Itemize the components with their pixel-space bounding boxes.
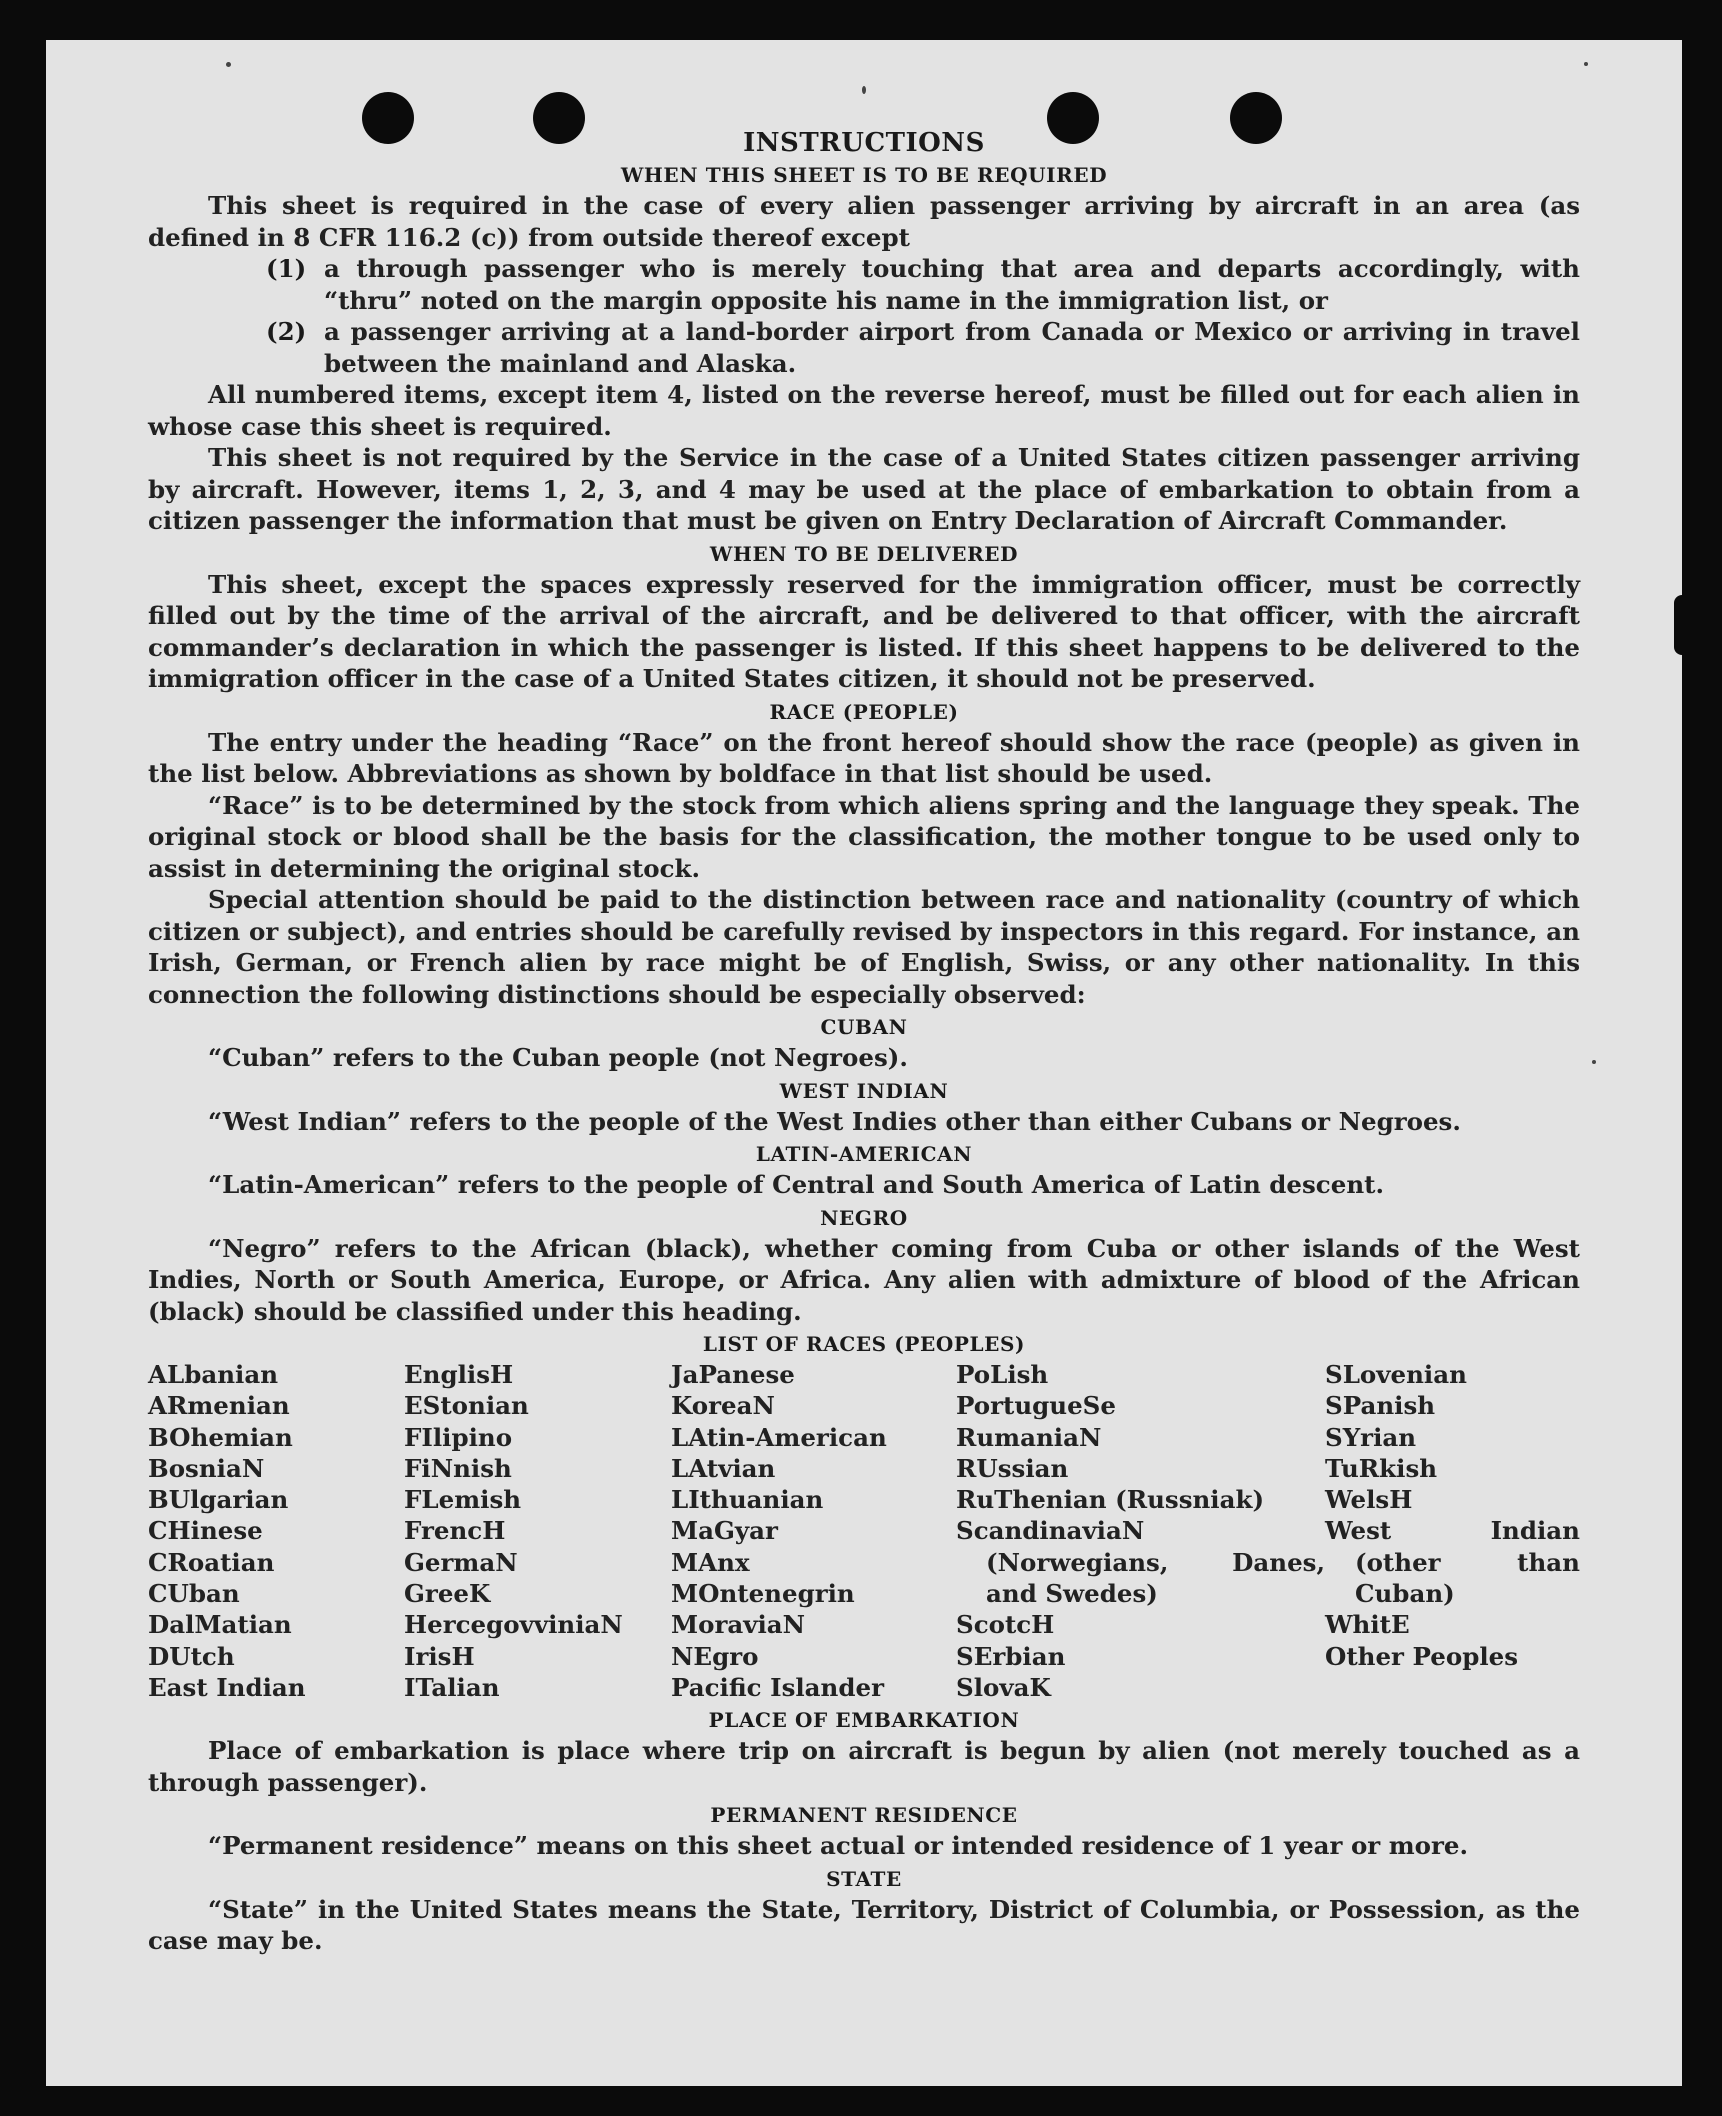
race-entry: TuRkish <box>1325 1453 1438 1483</box>
race-entry: FiNnish <box>404 1453 512 1483</box>
race-entry: ALbanian <box>148 1360 279 1389</box>
numbered-item <box>266 316 1580 379</box>
race-column <box>148 1359 404 1703</box>
paragraph: “State” in the United States means the State, Territory, District of Columbia, or Possession, as the case may be. <box>148 1894 1580 1956</box>
paragraph: This sheet is required in the case of every alien passenger arriving by aircraft in an area (as defined in 8 CFR 116.2 (c)) from outside thereof except <box>148 191 1580 252</box>
race-entry: FrencH <box>404 1516 506 1546</box>
item-number: (1) <box>266 254 307 283</box>
race-entry: WhitE <box>1325 1610 1410 1640</box>
race-entry: ScandinaviaN (Norwegians, Danes, and Swedes) <box>956 1516 1325 1609</box>
race-entry: KoreaN <box>671 1391 775 1421</box>
section-heading: STATE <box>826 1866 902 1891</box>
paragraph: The entry under the heading “Race” on the front hereof should show the race (people) as given in the list below. Abbreviations as shown by boldface in that list should be used. <box>148 727 1580 788</box>
race-entry: LAtvian <box>671 1453 776 1483</box>
section-heading: WHEN THIS SHEET IS TO BE REQUIRED <box>620 163 1108 187</box>
paragraph: “Race” is to be determined by the stock from which aliens spring and the language they speak. The original stock or blood shall be the basis for the classification, the mother tongue to be used only to assist in determining the original stock. <box>148 790 1580 883</box>
race-entry: NEgro <box>671 1641 759 1671</box>
paragraph: “Permanent residence” means on this sheet actual or intended residence of 1 year or more. <box>208 1831 1469 1861</box>
section-heading: PERMANENT RESIDENCE <box>710 1803 1018 1828</box>
paragraph: Place of embarkation is place where trip on aircraft is begun by alien (not merely touched as a through passenger). <box>148 1736 1580 1797</box>
race-entry: MAnx <box>671 1547 750 1577</box>
edge-shadow <box>1674 595 1688 655</box>
race-entry: CHinese <box>148 1516 263 1546</box>
instructions-content <box>148 128 1580 1957</box>
section-heading: CUBAN <box>820 1015 908 1039</box>
section-heading: NEGRO <box>820 1205 908 1230</box>
paragraph: Special attention should be paid to the distinction between race and nationality (country of which citizen or subject), and entries should be carefully revised by inspectors in this regard. For instance, an Irish, German, or French alien by race might be of English, Swiss, or any other nationality. In this connection the following distinctions should be especially observed: <box>148 885 1580 1009</box>
race-entry: Other Peoples <box>1325 1641 1519 1671</box>
item-number: (2) <box>266 317 307 346</box>
paragraph: “Negro” refers to the African (black), whether coming from Cuba or other islands of the West Indies, North or South America, Europe, or Africa. Any alien with admixture of blood of the African (black) should be classified under this heading. <box>148 1233 1580 1326</box>
race-entry: JaPanese <box>671 1360 795 1389</box>
race-entry: DalMatian <box>148 1610 292 1640</box>
race-entry: PoLish <box>956 1360 1049 1389</box>
race-column <box>404 1359 671 1703</box>
paragraph: “Latin-American” refers to the people of Central and South America of Latin descent. <box>208 1170 1384 1199</box>
race-entry: RuThenian (Russniak) <box>956 1485 1265 1515</box>
race-entry: DUtch <box>148 1641 235 1671</box>
race-entry: IrisH <box>404 1641 475 1671</box>
race-entry: MOntenegrin <box>671 1579 855 1609</box>
race-entry: ScotcH <box>956 1610 1055 1640</box>
page-title: INSTRUCTIONS <box>743 128 985 158</box>
race-entry: GermaN <box>404 1547 518 1577</box>
race-entry: BosniaN <box>148 1453 265 1483</box>
race-entry: RumaniaN <box>956 1422 1102 1452</box>
race-entry: SLovenian <box>1325 1360 1467 1389</box>
race-entry: FLemish <box>404 1485 522 1515</box>
race-column <box>1325 1359 1580 1703</box>
race-column <box>671 1359 956 1703</box>
section-heading: WEST INDIAN <box>779 1078 949 1103</box>
race-entry: ITalian <box>404 1672 500 1702</box>
race-entry: West Indian (other than Cuban) <box>1325 1516 1580 1609</box>
item-text: a through passenger who is merely touching that area and departs accordingly, with “thru” noted on the margin opposite his name in the immigration list, or <box>324 254 1580 315</box>
race-entry: HercegovviniaN <box>404 1610 623 1640</box>
race-entry: BOhemian <box>148 1422 293 1452</box>
race-entry: MoraviaN <box>671 1610 806 1640</box>
speck <box>226 62 231 67</box>
race-entry: GreeK <box>404 1579 491 1609</box>
paragraph: This sheet is not required by the Service in the case of a United States citizen passenger arriving by aircraft. However, items 1, 2, 3, and 4 may be used at the place of embarkation to obtain from a citizen passenger the information that must be given on Entry Declaration of Aircraft Commander. <box>148 443 1580 535</box>
race-entry: MaGyar <box>671 1516 778 1546</box>
document-sheet <box>46 40 1682 2086</box>
paragraph: This sheet, except the spaces expressly reserved for the immigration officer, must be correctly filled out by the time of the arrival of the aircraft, and be delivered to that officer, with the aircraft commander’s declaration in which the passenger is listed. If this sheet happens to be delivered to the immigration officer in the case of a United States citizen, it should not be preserved. <box>148 569 1580 693</box>
race-entry: ARmenian <box>148 1391 290 1421</box>
item-text: a passenger arriving at a land-border airport from Canada or Mexico or arriving in travel between the mainland and Alaska. <box>324 317 1580 378</box>
section-heading: RACE (PEOPLE) <box>769 699 959 724</box>
paragraph: “Cuban” refers to the Cuban people (not Negroes). <box>208 1043 908 1072</box>
numbered-item <box>266 253 1580 316</box>
paragraph: “West Indian” refers to the people of the West Indies other than either Cubans or Negroes. <box>208 1106 1461 1136</box>
section-heading: WHEN TO BE DELIVERED <box>709 541 1019 566</box>
race-entry: PortugueSe <box>956 1391 1116 1421</box>
race-entry: LAtin-American <box>671 1422 887 1452</box>
race-entry: WelsH <box>1325 1485 1413 1515</box>
speck <box>1592 1060 1596 1064</box>
race-entry: SErbian <box>956 1641 1066 1671</box>
race-entry: SlovaK <box>956 1672 1051 1702</box>
race-list <box>148 1359 1580 1703</box>
race-entry: EStonian <box>404 1391 529 1421</box>
race-column <box>956 1359 1325 1703</box>
section-heading: PLACE OF EMBARKATION <box>708 1708 1020 1733</box>
race-entry: SPanish <box>1325 1391 1436 1421</box>
paragraph: All numbered items, except item 4, listed on the reverse hereof, must be filled out for each alien in whose case this sheet is required. <box>148 380 1580 441</box>
race-entry: Pacific Islander <box>671 1672 884 1702</box>
race-entry: CUban <box>148 1579 240 1609</box>
race-entry: CRoatian <box>148 1547 275 1577</box>
race-entry: LIthuanian <box>671 1485 824 1515</box>
race-entry: SYrian <box>1325 1422 1417 1452</box>
speck <box>1584 62 1588 66</box>
speck <box>862 86 866 94</box>
section-heading: LATIN-AMERICAN <box>755 1142 973 1166</box>
race-entry: East Indian <box>148 1672 306 1702</box>
race-entry: BUlgarian <box>148 1485 289 1515</box>
race-entry: EnglisH <box>404 1360 514 1389</box>
race-entry: RUssian <box>956 1453 1069 1483</box>
section-heading: LIST OF RACES (PEOPLES) <box>702 1332 1026 1356</box>
race-entry: FIlipino <box>404 1422 513 1452</box>
